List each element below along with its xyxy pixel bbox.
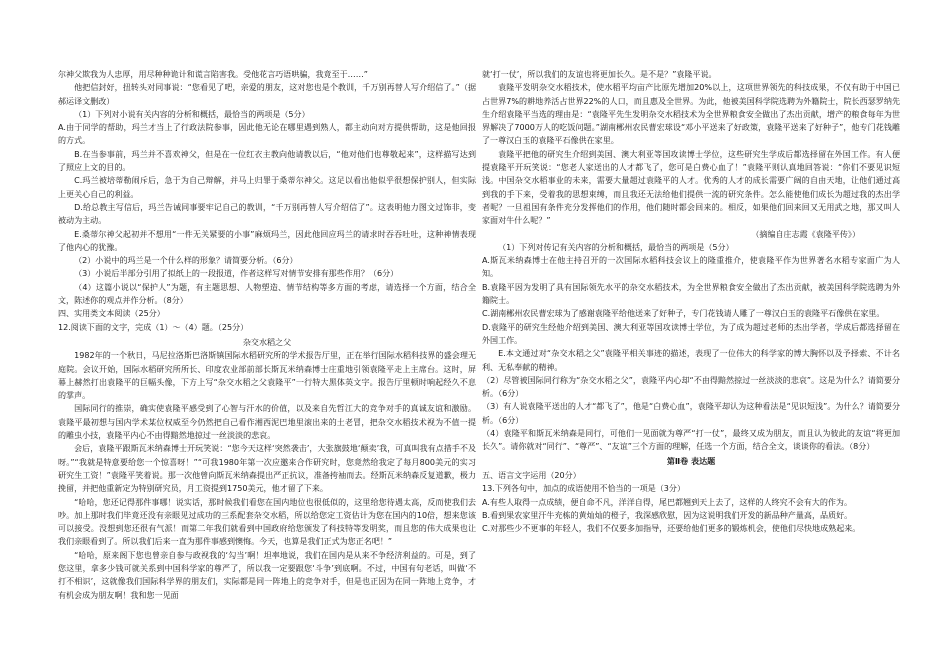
option-b: B.在当参事前，玛兰并不喜欢神父，但是在一位红衣主教向他请教以后，“他对他们也尊敬起来”，这样描写达到了照应上文的目的。 [58,149,476,173]
option-a: A.斯瓦米纳森博士在他主持召开的一次国际水稻科技会议上的隆重推介，使袁隆平作为世界著名水稻专家面广为人知。 [482,256,900,279]
option-e: E.桑蒂尔神父起初并不想用“一件无关紧要的小事”麻烦玛兰，因此他回应玛兰的请求时吞吞吐吐，这种神情表现了他内心的犹豫。 [58,229,476,252]
option-d: D.给总教主写信后，玛兰告诫同事要牢记自己的教训，“千万别再替人写介绍信了”。这表明他力图文过饰非，变被动为主动。 [58,202,476,226]
article-paragraph: “哈哈，您还记得那件事哪！说实话，那时候我们看您在国内地位也很低似的，这里给您待遇太高，反而使我们去吵。加上那时我们毕竟还没有亲眼见过成功的三系配套杂交水稻，所以给您定工资估计为您在国内的10倍，想来您该可以接受。没想到您还很有气派！而第二年我们就看到中国政府给您颁发了科技特等发明奖，而且您的伟大成果也让我们亲眼看到了。所以我们后来一直为那件事感到懊悔。今天，也算是我们正式为您正名吧！” [58,497,476,547]
section-heading: 五、语言文字运用（20分） [482,470,581,480]
part-heading: 第Ⅱ卷 表达题 [666,456,716,466]
option-c: C.湖南郴州农民曹宏球为了感谢袁隆平给他送来了好种子，专门花钱请人雕了一尊汉白玉的袁隆平石像供在家里。 [482,309,885,319]
text-paragraph: 他把信封好，扭转头对同事说：“您看见了吧，亲爱的朋友，这对您也是个教训，千万别再替人写介绍信了。”（据郝运译文删改） [58,83,476,106]
option-d: D.袁隆平的研究生经他介绍到美国、澳大利亚等国攻读博士学位，为了成为超过老师的杰出学者，学成后都选择留在外国工作。 [482,322,900,345]
option-e: E.本文通过对“杂交水稻之父”袁隆平相关事迹的描述，表现了一位伟大的科学家的博大胸怀以及予择索、不计名利、无私奉献的精神。 [482,349,900,372]
article-title: 杂交水稻之父 [242,337,292,347]
text-paragraph: 尔神父欺我为人忠厚，用尽种种诡计和谎言陷害我。受他花言巧语哄骗，我竟至于……” [58,70,368,79]
option-c: C.对那些少不更事的年轻人，我们不仅要多加指导，还要给他们更多的锻炼机会，使他们尽快地成熟起来。 [482,524,861,534]
left-column [58,68,476,602]
question-2: （2）尽管被国际同行称为“杂交水稻之父”，袁隆平内心却“不由得黯然掠过一丝淡淡的悲哀”。这是为什么？请简要分析。（6分） [482,375,900,399]
option-a: A.有些人取得一点成绩，便自命不凡，洋洋自得，尾巴都翘到天上去了，这样的人终究不会有大的作为。 [482,497,853,507]
option-b: B.袁隆平因为发明了具有国际领先水平的杂交水稻技术，为全世界粮食安全做出了杰出贡献，被美国科学院选聘为外籍院士。 [482,282,900,306]
question-13: 13.下列各句中，加点的成语使用不恰当的一项是（3分） [482,484,685,494]
article-paragraph: 会后，袁隆平跟斯瓦米纳森博士开玩笑说：“您今天这样‘突然袭击’，大张旗鼓地‘颠卖’我，可真叫我有点措手不及呀。”“我就是特意要给您一个惊喜呀！”“可我1980年第一次应邀来合作研究时，您竟然给我定了每月800美元的实习研究生工资！”袁隆平笑着说。那一次他曾向斯瓦米纳森提出严正抗议，准备挎袖而去。经斯瓦米纳森反复道歉，极力挽留，并把他重新定为特别研究员，月工资提到1750美元，他才留了下来。 [58,444,476,494]
article-paragraph: 袁隆平把他的研究生介绍到美国、澳大利亚等国攻读博士学位，这些研究生学成后都选择留在外国工作。有人便提袁隆平开玩笑说：“您老人家送出的人才都飞了，您可是白费心血了！”袁隆平则认真地回答说：“你们不要见识短浅。中国杂交水稻事业的未来，需要大量超过袁隆平的人才。优秀的人才的成长需要广阔的自由天地，让他们通过高到我的手下来，受着我的思想束缚，而且我还无法给他们提供一流的研究条件。怎么能使他们成长为超过我的杰出学者呢？一旦祖国有条件充分发挥他们的作用，他们随时都会回来的。相反，如果他们回来回又无用武之地，那又叫人家面对牛什么呢？” [482,149,900,226]
article-source: （摘编自庄志霞《袁隆平传》） [751,229,860,239]
option-b: B.看到果农家里汗牛充栋的黄灿灿的橙子，我深感欣慰，因为这说明我们开发的新品种产量高，品质好。 [482,510,853,520]
question-3: （3）有人说袁隆平送出的人才“都飞了”，他是“白费心血”，袁隆平却认为这种看法是“见识短浅”。为什么？请简要分析。（6分） [482,402,900,425]
question-3: （3）小说后半部分引用了拟纸上的一段报道，作者这样写对情节安排有那些作用？（6分） [74,269,399,279]
article-paragraph: “哈哈，原来阁下您也曾亲自参与政视我的‘勾当’啊！坦率地说，我们在国内是从来不争经济利益的。可是，到了您这里，拿多少钱可就关系到中国科学家的尊严了，所以我一定要跟您‘斗争’到底啊。不过，中国有句老话，叫做‘不打不相识’，这就像我们国际科学界的朋友们，实际都是同一阵地上的竞争对手，但是也正因为在同一阵地上竞争，才有机会成为朋友啊！我和您一见面 [58,550,476,600]
section-heading: 四、实用类文本阅读（25分） [58,309,165,319]
option-a: A.由于同学的帮助，玛兰才当上了行政法院参事，因此他无论在哪里遇到熟人，都主动向对方提供帮助，这是他回报的方式。 [58,123,476,146]
article-paragraph: 国际同行的推崇，确实使袁隆平感受到了心智与汗水的价值，以及来自先哲江大的竞争对手的真诚友谊和激励。袁隆平最初想与国内学术某位权威至今仍然把自己看作湘西泥巴地里滚出来的土老冒，把杂交水稻技术视为不值一提的雕虫小技，袁隆平内心不由得黯然地掠过一丝淡淡的悲哀。 [58,404,476,441]
right-column [482,68,900,535]
article-paragraph: 1982年的一个秋日，马尼拉洛斯巴洛斯镇国际水稻研究所的学术报告厅里，正在举行国际水稻科技界的盛会理无庭院。会议开始，国际水稻研究所所长、印度农业部前部长斯瓦米纳森博士庄重地引领袁隆平走上主席台。这时，屏幕上赫然打出袁隆平的巨幅头像，下方上写“杂交水稻之父袁隆平”一行特大黑体英文字。报告厅里顿时响起经久不息的掌声。 [58,351,476,401]
question-12: 12.阅读下面的文字，完成（1）～（4）题。（25分） [58,322,249,332]
option-c: C.玛兰被培蒂勒闹斥后，急于为自己辩解，并马上归罪于桑蒂尔神父。这足以看出他似乎很想保护别人，但实际上更关心自己的利益。 [58,176,476,199]
question-2: （2）小说中的玛兰是一个什么样的形象？请简要分析。（6分） [74,256,298,266]
question-4: （4）袁隆平和斯瓦米纳森是同行，可他们一见面就为尊严“打一仗”，最终又成为朋友，而且认为彼此的友谊“将更加长久”。请你就对“同行”、“尊严”、“友谊”三个方面的理解，任选一个方面，结合全文，谈谈你的看法。（8分） [482,429,900,452]
question-stem: （1）下列对小说有关内容的分析和概括，最恰当的两项是（5分） [74,109,310,119]
question-stem: （1）下列对传记有关内容的分析和概括，最恰当的两项是（5分） [498,242,734,252]
article-paragraph: 就‘打一仗’，所以我们的友谊也将更加长久。是不是？”袁隆平说。 [482,70,717,79]
article-paragraph: 袁隆平发明杂交水稻技术，使水稻平均亩产比原先增加20%以上，这项世界领先的科技成果，不仅有助于中国已占世界7%的耕地养活占世界22%的人口，而且惠及全世界。为此，他被美国科学院选聘为外籍院士，院长西瑟罗纳先生介绍袁隆平当选的理由是：“袁隆平先生发明杂交水稻技术为全世界粮食安全做出了杰出贡献，增产的粮食每年为世界解决了7000万人的吃饭问题。”湖南郴州农民曹宏球设“邓小平送来了好政策，袁隆平送来了好种子”，他专门花钱雕了一尊汉白玉的袁隆平石像供在家里。 [482,83,900,146]
question-4: （4）这篇小说以“保护人”为题，有主题思想、人物塑造、情节结构等多方面的考虑，请选择一个方面，结合全文，陈述你的观点并作分析。（8分） [58,282,476,306]
